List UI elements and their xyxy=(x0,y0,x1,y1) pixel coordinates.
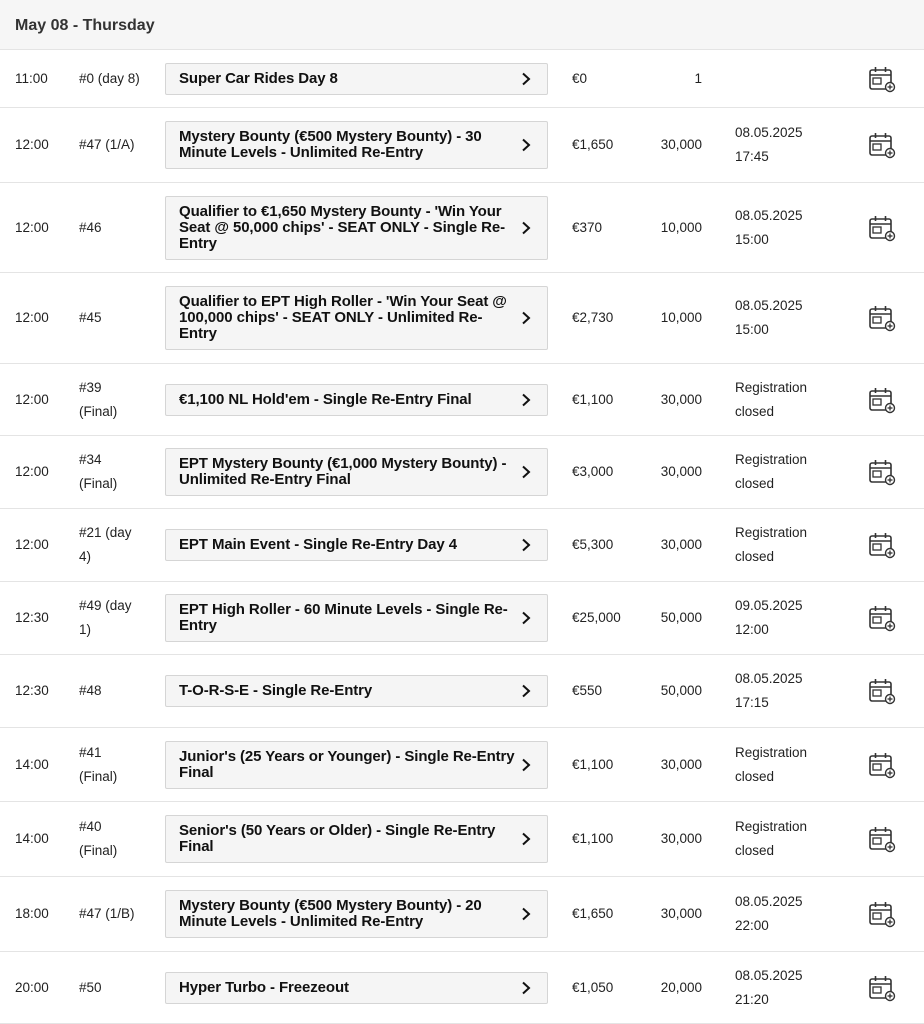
calendar-add-icon[interactable] xyxy=(868,531,896,559)
event-name: T-O-R-S-E - Single Re-Entry xyxy=(179,682,373,699)
event-buyin: €3,000 xyxy=(572,464,614,479)
event-chips: 20,000 xyxy=(660,979,702,995)
calendar-add-icon[interactable] xyxy=(868,458,896,486)
event-status: 08.05.2025 17:45 xyxy=(735,125,803,164)
event-button[interactable] xyxy=(165,286,548,350)
event-name: Junior's (25 Years or Younger) - Single Re-Entry Final xyxy=(179,747,515,781)
event-chips: 1 xyxy=(694,70,702,86)
chevron-right-icon xyxy=(519,611,533,625)
event-buyin: €5,300 xyxy=(572,537,614,552)
chevron-right-icon xyxy=(519,981,533,995)
event-chips: 10,000 xyxy=(660,219,702,235)
table-row xyxy=(0,273,924,364)
event-buyin: €2,730 xyxy=(572,310,614,325)
calendar-add-icon[interactable] xyxy=(868,131,896,159)
event-status: Registration closed xyxy=(735,379,808,419)
event-buyin: €1,650 xyxy=(572,906,614,921)
event-name: Mystery Bounty (€500 Mystery Bounty) - 20 Minute Levels - Unlimited Re-Entry xyxy=(179,897,482,930)
event-chips: 30,000 xyxy=(660,391,702,407)
event-chips: 50,000 xyxy=(660,610,702,625)
chevron-right-icon xyxy=(519,138,533,152)
event-time: 12:30 xyxy=(15,683,49,698)
event-time: 12:00 xyxy=(15,137,49,152)
event-name: €1,100 NL Hold'em - Single Re-Entry Final xyxy=(179,390,472,408)
calendar-add-icon[interactable] xyxy=(868,900,896,928)
event-number: #47 (1/A) xyxy=(79,137,135,152)
event-time: 20:00 xyxy=(15,979,49,995)
event-time: 14:00 xyxy=(15,756,49,772)
event-buyin: €0 xyxy=(572,70,588,86)
event-number: #0 (day 8) xyxy=(79,70,140,86)
event-time: 18:00 xyxy=(15,906,49,921)
chevron-right-icon xyxy=(519,311,533,325)
calendar-add-icon[interactable] xyxy=(868,974,896,1002)
chevron-right-icon xyxy=(519,465,533,479)
event-status: 08.05.2025 15:00 xyxy=(735,298,803,337)
calendar-add-icon[interactable] xyxy=(868,304,896,332)
event-number: #48 xyxy=(79,683,102,698)
event-status xyxy=(735,50,845,107)
event-status: 08.05.2025 15:00 xyxy=(735,207,803,247)
event-name: Super Car Rides Day 8 xyxy=(179,69,338,87)
event-chips: 30,000 xyxy=(660,906,702,921)
calendar-add-icon[interactable] xyxy=(868,214,896,242)
event-status: Registration closed xyxy=(735,525,808,564)
event-button[interactable] xyxy=(165,529,548,561)
event-time: 12:00 xyxy=(15,464,49,479)
event-buyin: €25,000 xyxy=(572,610,621,625)
event-button[interactable] xyxy=(165,63,548,95)
event-number: #40 (Final) xyxy=(79,819,118,858)
event-time: 12:30 xyxy=(15,610,49,625)
event-time: 12:00 xyxy=(15,310,49,325)
calendar-add-icon[interactable] xyxy=(868,386,896,414)
chevron-right-icon xyxy=(519,832,533,846)
table-row xyxy=(0,364,924,436)
table-row xyxy=(0,952,924,1024)
event-button[interactable] xyxy=(165,675,548,707)
calendar-add-icon[interactable] xyxy=(868,825,896,853)
event-number: #21 (day 4) xyxy=(79,525,132,564)
event-buyin: €1,100 xyxy=(572,391,614,407)
chevron-right-icon xyxy=(519,538,533,552)
event-button[interactable] xyxy=(165,741,548,789)
calendar-add-icon[interactable] xyxy=(868,604,896,632)
table-row xyxy=(0,509,924,582)
event-chips: 30,000 xyxy=(660,464,702,479)
event-name: Hyper Turbo - Freezeout xyxy=(179,978,349,996)
table-row xyxy=(0,655,924,728)
event-name: Qualifier to €1,650 Mystery Bounty - 'Win Your Seat @ 50,000 chips' - SEAT ONLY - Single Re-Entry xyxy=(179,202,506,252)
event-time: 12:00 xyxy=(15,391,49,407)
event-chips: 30,000 xyxy=(660,831,702,846)
event-button[interactable] xyxy=(165,815,548,863)
event-button[interactable] xyxy=(165,890,548,938)
table-row xyxy=(0,108,924,183)
event-number: #34 (Final) xyxy=(79,452,118,491)
chevron-right-icon xyxy=(519,907,533,921)
event-status: Registration closed xyxy=(735,744,808,784)
table-row xyxy=(0,582,924,655)
chevron-right-icon xyxy=(519,221,533,235)
chevron-right-icon xyxy=(519,72,533,86)
event-status: Registration closed xyxy=(735,452,808,491)
day-header xyxy=(0,0,924,50)
calendar-add-icon[interactable] xyxy=(868,677,896,705)
table-row xyxy=(0,877,924,952)
calendar-add-icon[interactable] xyxy=(868,751,896,779)
calendar-add-icon[interactable] xyxy=(868,65,896,93)
event-name: Senior's (50 Years or Older) - Single Re-Entry Final xyxy=(179,822,496,855)
table-row xyxy=(0,728,924,802)
table-row xyxy=(0,802,924,877)
event-status: 08.05.2025 17:15 xyxy=(735,671,803,710)
event-time: 14:00 xyxy=(15,831,49,846)
event-buyin: €370 xyxy=(572,219,603,235)
event-status: 08.05.2025 22:00 xyxy=(735,894,803,933)
event-number: #41 (Final) xyxy=(79,744,118,784)
event-name: EPT High Roller - 60 Minute Levels - Single Re-Entry xyxy=(179,601,508,634)
event-status: Registration closed xyxy=(735,819,808,858)
event-button[interactable] xyxy=(165,972,548,1004)
event-button[interactable] xyxy=(165,121,548,169)
event-button[interactable] xyxy=(165,384,548,416)
table-row xyxy=(0,50,924,108)
day-title: May 08 - Thursday xyxy=(15,17,155,34)
event-name: EPT Main Event - Single Re-Entry Day 4 xyxy=(179,536,457,553)
event-buyin: €1,100 xyxy=(572,831,614,846)
event-buyin: €1,050 xyxy=(572,979,614,995)
event-chips: 30,000 xyxy=(660,537,702,552)
event-number: #39 (Final) xyxy=(79,379,118,419)
event-chips: 30,000 xyxy=(660,137,702,152)
table-row xyxy=(0,183,924,273)
event-number: #47 (1/B) xyxy=(79,906,135,921)
event-time: 12:00 xyxy=(15,537,49,552)
event-name: Qualifier to EPT High Roller - 'Win Your Seat @ 100,000 chips' - SEAT ONLY - Unlimited Re-Entry xyxy=(179,293,507,342)
event-button[interactable] xyxy=(165,448,548,496)
event-number: #46 xyxy=(79,219,102,235)
event-number: #49 (day 1) xyxy=(79,598,132,637)
event-buyin: €1,650 xyxy=(572,137,614,152)
chevron-right-icon xyxy=(519,758,533,772)
event-time: 11:00 xyxy=(15,70,48,86)
event-chips: 10,000 xyxy=(660,310,702,325)
event-status: 08.05.2025 21:20 xyxy=(735,967,803,1007)
event-button[interactable] xyxy=(165,594,548,642)
event-buyin: €550 xyxy=(572,683,603,698)
event-chips: 50,000 xyxy=(660,683,702,698)
table-row xyxy=(0,436,924,509)
chevron-right-icon xyxy=(519,393,533,407)
event-number: #45 xyxy=(79,310,102,325)
event-buyin: €1,100 xyxy=(572,756,614,772)
event-name: EPT Mystery Bounty (€1,000 Mystery Bounty) - Unlimited Re-Entry Final xyxy=(179,455,507,488)
event-button[interactable] xyxy=(165,196,548,260)
event-chips: 30,000 xyxy=(660,756,702,772)
event-name: Mystery Bounty (€500 Mystery Bounty) - 30 Minute Levels - Unlimited Re-Entry xyxy=(179,128,482,161)
event-number: #50 xyxy=(79,979,102,995)
chevron-right-icon xyxy=(519,684,533,698)
event-time: 12:00 xyxy=(15,219,49,235)
event-status: 09.05.2025 12:00 xyxy=(735,598,803,637)
